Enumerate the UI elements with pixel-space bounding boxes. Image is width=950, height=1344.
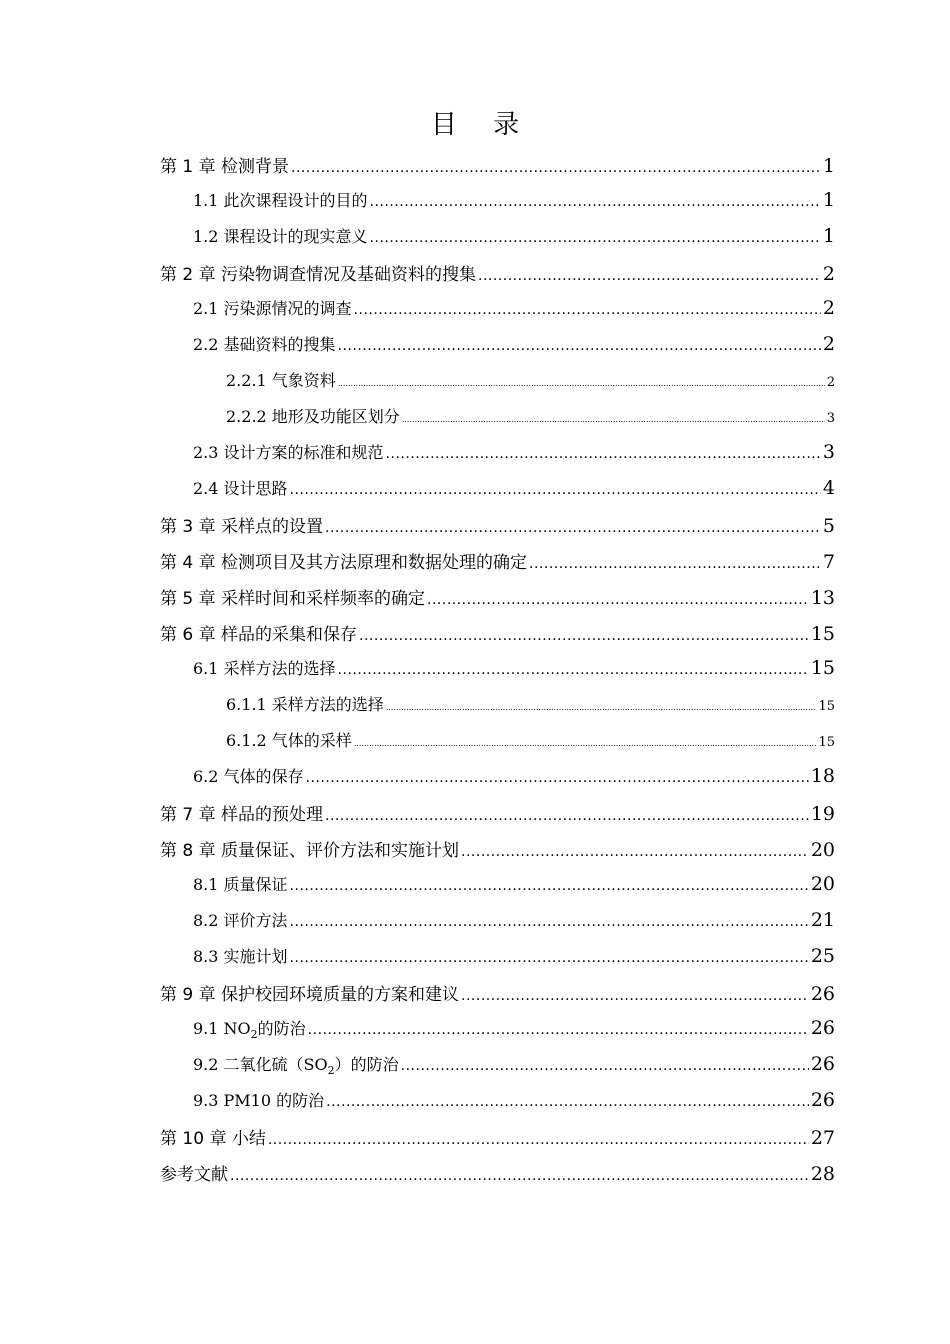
- toc-entry-label: 6.1.1 采样方法的选择: [226, 695, 384, 714]
- toc-leader-dots: [354, 739, 817, 748]
- toc-entry-page: 20: [810, 839, 835, 861]
- toc-leader-dots: [401, 1058, 809, 1074]
- toc-entry-page: 1: [822, 155, 835, 177]
- toc-entry-8-3[interactable]: [193, 944, 835, 974]
- toc-leader-dots: [461, 844, 809, 860]
- toc-entry-label: 2.4 设计思路: [193, 479, 288, 498]
- toc-leader-dots: [478, 268, 821, 284]
- toc-entry-label: 第 1 章 检测背景: [160, 157, 290, 177]
- toc-leader-dots: [402, 415, 825, 424]
- toc-entry-8-2[interactable]: [193, 908, 835, 938]
- toc-entry-page: 3: [822, 441, 835, 463]
- toc-leader-dots: [427, 592, 809, 608]
- toc-entry-1-1[interactable]: [193, 188, 835, 218]
- toc-entry-label: 第 4 章 检测项目及其方法原理和数据处理的确定: [160, 553, 528, 573]
- toc-leader-dots: [325, 520, 821, 536]
- toc-entry-label: 第 5 章 采样时间和采样频率的确定: [160, 589, 426, 609]
- toc-entry-label: 8.1 质量保证: [193, 875, 288, 894]
- toc-leader-dots: [359, 628, 809, 644]
- toc-leader-dots: [308, 1022, 809, 1038]
- toc-entry-page: 15: [810, 657, 835, 679]
- toc-entry-label: 8.3 实施计划: [193, 947, 288, 966]
- toc-entry-label: 6.2 气体的保存: [193, 767, 304, 786]
- toc-leader-dots: [290, 950, 809, 966]
- toc-entry-2-2-1[interactable]: [226, 368, 835, 398]
- toc-leader-dots: [354, 302, 821, 318]
- toc-entry-label: 2.2.2 地形及功能区划分: [226, 407, 400, 426]
- toc-leader-dots: [338, 338, 821, 354]
- toc-entry-page: 2: [822, 297, 835, 319]
- label-text: 的防治: [257, 1019, 306, 1038]
- toc-entry-label: 第 8 章 质量保证、评价方法和实施计划: [160, 841, 460, 861]
- toc-entry-ch5[interactable]: [160, 584, 835, 614]
- toc-entry-label: 9.3 PM10 的防治: [193, 1091, 325, 1110]
- toc-entry-label: 第 2 章 污染物调查情况及基础资料的搜集: [160, 265, 477, 285]
- toc-entry-label: 第 3 章 采样点的设置: [160, 517, 324, 537]
- toc-entry-label: 2.2.1 气象资料: [226, 371, 336, 390]
- toc-entry-2-3[interactable]: [193, 440, 835, 470]
- toc-entry-page: 20: [810, 873, 835, 895]
- toc-entry-1-2[interactable]: [193, 224, 835, 254]
- toc-entry-6-1[interactable]: [193, 656, 835, 686]
- toc-entry-page: 28: [810, 1163, 835, 1185]
- toc-entry-label: 第 6 章 样品的采集和保存: [160, 625, 358, 645]
- toc-entry-ch8[interactable]: [160, 836, 835, 866]
- toc-entry-page: 27: [810, 1127, 835, 1149]
- toc-entry-9-2[interactable]: [193, 1052, 835, 1082]
- toc-entry-page: 4: [822, 477, 835, 499]
- subscript: 2: [327, 1064, 335, 1077]
- toc-leader-dots: [370, 194, 821, 210]
- toc-entry-ch9[interactable]: [160, 980, 835, 1010]
- subscript: 2: [250, 1028, 258, 1041]
- toc-entry-9-1[interactable]: [193, 1016, 835, 1046]
- toc-entry-page: 7: [822, 551, 835, 573]
- toc-entry-6-1-1[interactable]: [226, 692, 835, 722]
- toc-entry-2-2[interactable]: [193, 332, 835, 362]
- toc-entry-label: 1.2 课程设计的现实意义: [193, 227, 368, 246]
- toc-leader-dots: [461, 988, 809, 1004]
- toc-leader-dots: [338, 379, 825, 388]
- toc-leader-dots: [529, 556, 821, 572]
- toc-leader-dots: [290, 482, 821, 498]
- toc-entry-8-1[interactable]: [193, 872, 835, 902]
- toc-entry-label: [193, 1052, 399, 1075]
- toc-entry-6-1-2[interactable]: [226, 728, 835, 758]
- toc-entry-references[interactable]: [160, 1160, 835, 1190]
- toc-entry-page: 21: [810, 909, 835, 931]
- toc-entry-page: 26: [810, 1053, 835, 1075]
- toc-entry-label: 第 9 章 保护校园环境质量的方案和建议: [160, 985, 460, 1005]
- toc-entry-label: 第 10 章 小结: [160, 1129, 266, 1149]
- toc-entry-page: 15: [818, 735, 835, 750]
- toc-entry-page: 2: [822, 263, 835, 285]
- toc-entry-page: 15: [810, 623, 835, 645]
- toc-leader-dots: [326, 1094, 809, 1110]
- toc-leader-dots: [268, 1132, 809, 1148]
- toc-entry-label: 1.1 此次课程设计的目的: [193, 191, 368, 210]
- toc-leader-dots: [386, 703, 817, 712]
- toc-entry-2-2-2[interactable]: [226, 404, 835, 434]
- toc-entry-label: 6.1.2 气体的采样: [226, 731, 352, 750]
- toc-entry-page: 3: [826, 411, 835, 426]
- toc-entry-9-3[interactable]: [193, 1088, 835, 1118]
- toc-entry-page: 18: [810, 765, 835, 787]
- toc-entry-page: 5: [822, 515, 835, 537]
- toc-entry-page: 19: [810, 803, 835, 825]
- toc-entry-page: 2: [822, 333, 835, 355]
- toc-entry-2-1[interactable]: [193, 296, 835, 326]
- toc-entry-ch3[interactable]: [160, 512, 835, 542]
- toc-entry-label: 2.3 设计方案的标准和规范: [193, 443, 384, 462]
- toc-entry-2-4[interactable]: [193, 476, 835, 506]
- toc-leader-dots: [306, 770, 809, 786]
- toc-entry-label: 6.1 采样方法的选择: [193, 659, 336, 678]
- toc-entry-page: 1: [822, 225, 835, 247]
- toc-entry-page: 13: [810, 587, 835, 609]
- toc-title: 目 录: [430, 110, 534, 140]
- toc-entry-page: 2: [826, 375, 835, 390]
- toc-leader-dots: [290, 878, 809, 894]
- toc-leader-dots: [291, 160, 821, 176]
- toc-entry-ch6[interactable]: [160, 620, 835, 650]
- toc-entry-page: 25: [810, 945, 835, 967]
- label-text: ）的防治: [334, 1055, 399, 1074]
- toc-entry-page: 15: [818, 699, 835, 714]
- toc-entry-ch7[interactable]: [160, 800, 835, 830]
- toc-leader-dots: [370, 230, 821, 246]
- toc-entry-ch4[interactable]: [160, 548, 835, 578]
- toc-entry-ch10[interactable]: [160, 1124, 835, 1154]
- toc-entry-page: 26: [810, 1017, 835, 1039]
- label-text: 9.1 NO: [193, 1019, 251, 1038]
- toc-entry-label: [193, 1016, 306, 1039]
- toc-leader-dots: [386, 446, 821, 462]
- toc-leader-dots: [325, 808, 809, 824]
- toc-entry-ch1[interactable]: [160, 152, 835, 182]
- toc-entry-label: 8.2 评价方法: [193, 911, 288, 930]
- toc-entry-label: 参考文献: [160, 1165, 228, 1185]
- toc-entry-page: 1: [822, 189, 835, 211]
- toc-leader-dots: [230, 1168, 809, 1184]
- toc-entry-page: 26: [810, 983, 835, 1005]
- toc-entry-label: 2.2 基础资料的搜集: [193, 335, 336, 354]
- label-text: 9.2 二氧化硫（SO: [193, 1055, 328, 1074]
- toc-entry-ch2[interactable]: [160, 260, 835, 290]
- toc-entry-6-2[interactable]: [193, 764, 835, 794]
- toc-leader-dots: [338, 662, 809, 678]
- toc-entry-label: 第 7 章 样品的预处理: [160, 805, 324, 825]
- toc-entry-page: 26: [810, 1089, 835, 1111]
- toc-entry-label: 2.1 污染源情况的调查: [193, 299, 352, 318]
- toc-leader-dots: [290, 914, 809, 930]
